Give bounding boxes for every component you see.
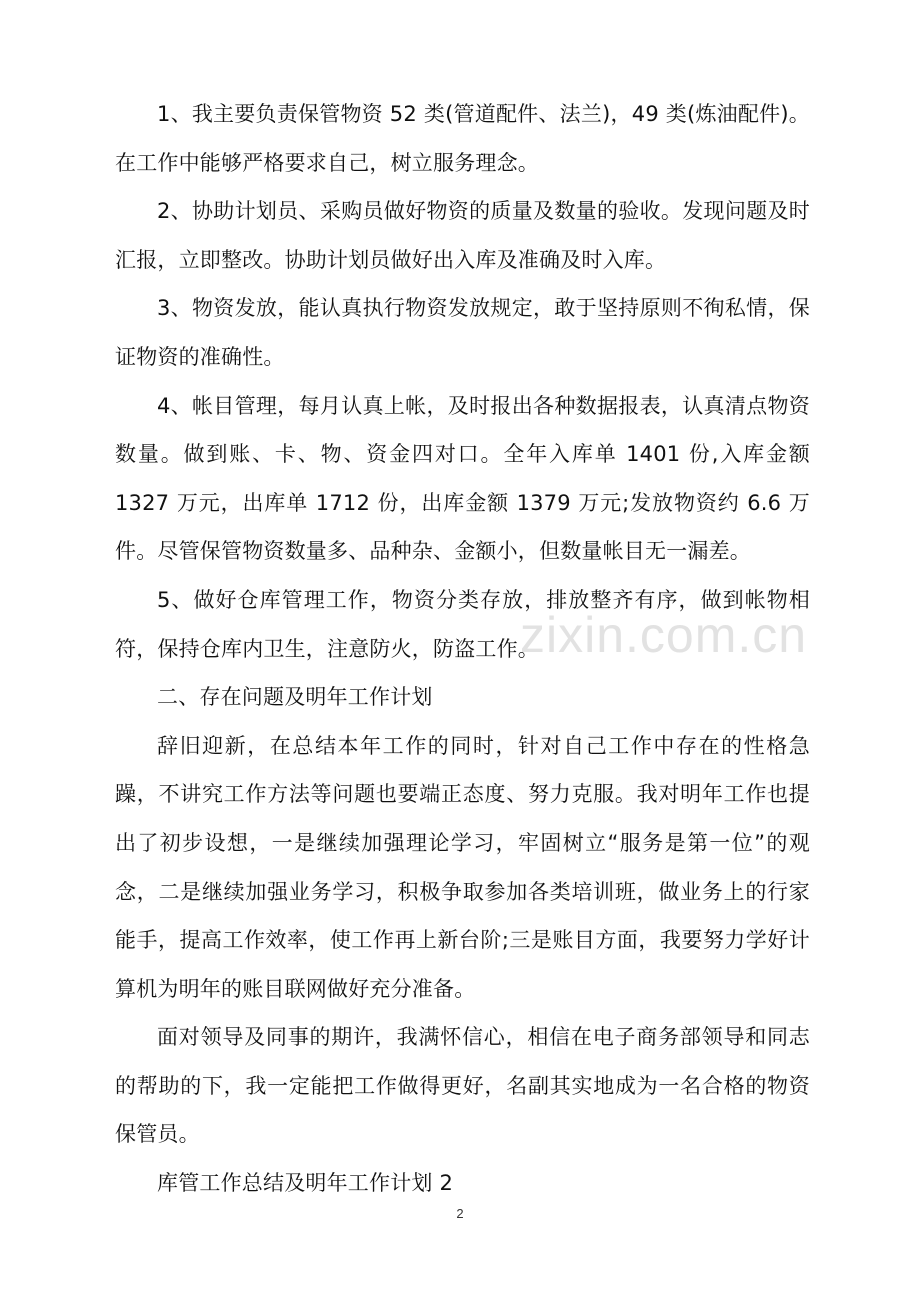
section-heading: 二、存在问题及明年工作计划 (157, 685, 433, 710)
watermark-text: zixin.com.cn (520, 607, 808, 663)
paragraph-item-1: 1、我主要负责保管物资 52 类(管道配件、法兰)，49 类(炼油配件)。在工作中能够严格要求自己，树立服务理念。 (115, 102, 810, 175)
next-document-title: 库管工作总结及明年工作计划 2 (157, 1171, 454, 1196)
paragraph-plan: 辞旧迎新，在总结本年工作的同时，针对自己工作中存在的性格急躁，不讲究工作方法等问题也要端正态度、努力克服。我对明年工作也提出了初步设想，一是继续加强理论学习，牢固树立“服务是第一位”的观念，二是继续加强业务学习，积极争取参加各类培训班，做业务上的行家能手，提高工作效率，使工作再上新台阶;三是账目方面，我要努力学好计算机为明年的账目联网做好充分准备。 (115, 733, 810, 1001)
paragraph-closing: 面对领导及同事的期许，我满怀信心，相信在电子商务部领导和同志的帮助的下，我一定能把工作做得更好，名副其实地成为一名合格的物资保管员。 (115, 1025, 810, 1147)
paragraph-item-5: 5、做好仓库管理工作，物资分类存放，排放整齐有序，做到帐物相符，保持仓库内卫生，注意防火，防盗工作。 (115, 587, 810, 661)
paragraph-item-4: 4、帐目管理，每月认真上帐，及时报出各种数据报表，认真清点物资数量。做到账、卡、物、资金四对口。全年入库单 1401 份,入库金额 1327 万元，出库单 1712 份，出库金额 1379 万元;发放物资约 6.6 万件。尽管保管物资数量多、品种杂、金额小，但数量帐目无一漏差。 (115, 393, 810, 564)
paragraph-item-3: 3、物资发放，能认真执行物资发放规定，敢于坚持原则不徇私情，保证物资的准确性。 (115, 296, 810, 369)
paragraph-item-2: 2、协助计划员、采购员做好物资的质量及数量的验收。发现问题及时汇报，立即整改。协助计划员做好出入库及准确及时入库。 (115, 199, 810, 272)
page-number: 2 (456, 1206, 464, 1221)
document-body (115, 90, 810, 1208)
